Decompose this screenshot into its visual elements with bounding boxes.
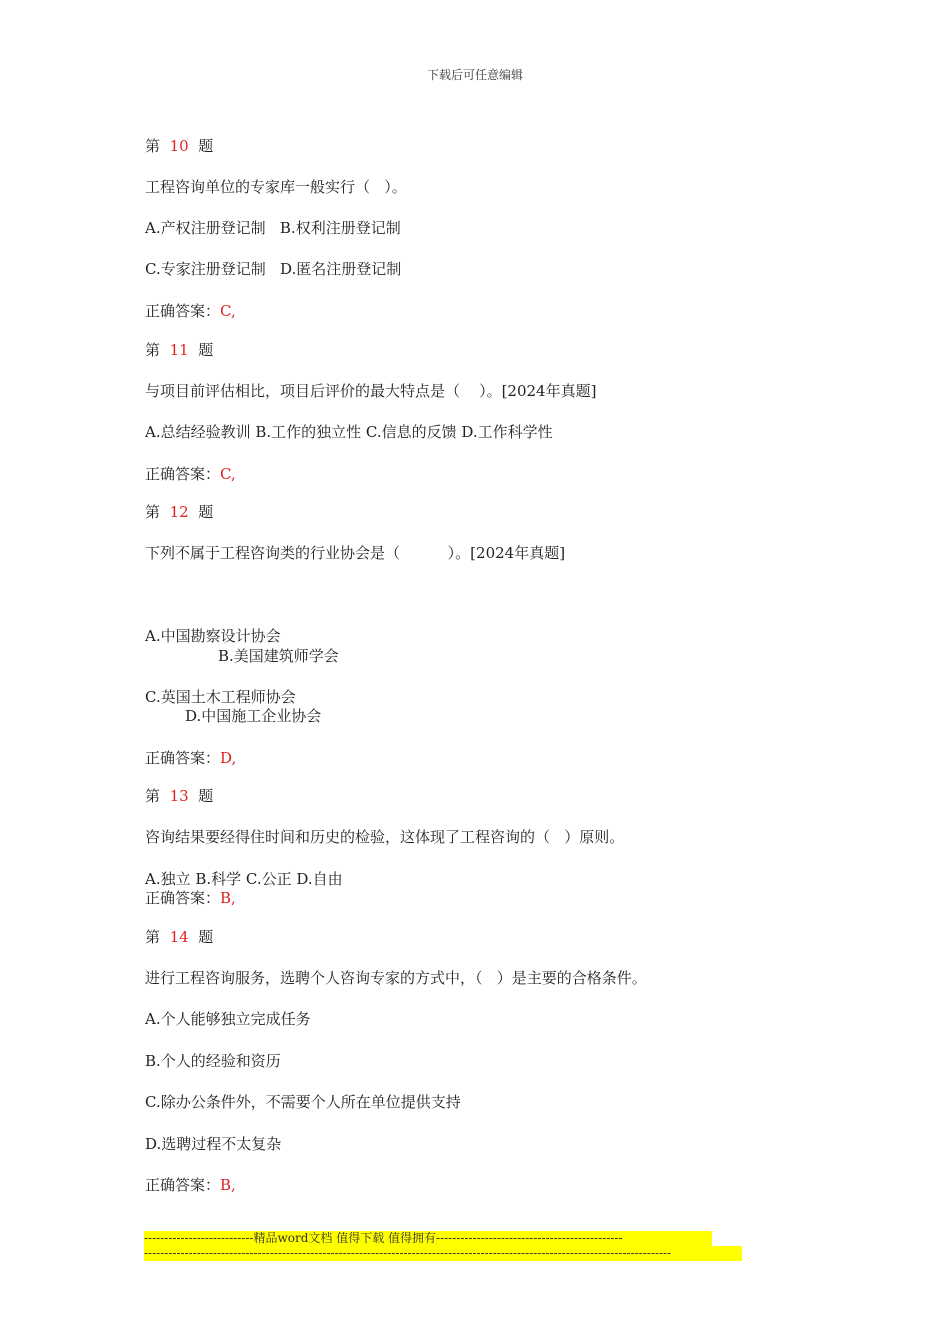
question-stem: 与项目前评估相比，项目后评价的最大特点是（ ）。[2024年真题] xyxy=(145,382,597,400)
question-label-prefix: 第 xyxy=(145,341,161,359)
question-label xyxy=(145,927,213,947)
question-option: B.美国建筑师学会 xyxy=(218,647,339,665)
answer-label: 正确答案： xyxy=(145,889,221,907)
question-number: 14 xyxy=(169,928,189,946)
answer-line xyxy=(145,464,236,484)
page-header: 下载后可任意编辑 xyxy=(426,68,523,82)
question-option: A.总结经验教训 B.工作的独立性 C.信息的反馈 D.工作科学性 xyxy=(145,423,553,441)
question-label-prefix: 第 xyxy=(145,503,161,521)
question-label xyxy=(145,502,213,522)
answer-value: C, xyxy=(220,302,236,320)
question-label xyxy=(145,340,213,360)
question-option: B.个人的经验和资历 xyxy=(145,1052,281,1070)
question-stem: 进行工程咨询服务，选聘个人咨询专家的方式中，（ ）是主要的合格条件。 xyxy=(145,969,647,987)
question-label-prefix: 第 xyxy=(145,137,161,155)
question-label-suffix: 题 xyxy=(198,503,214,521)
question-label xyxy=(145,136,213,156)
answer-label: 正确答案： xyxy=(145,465,221,483)
question-label xyxy=(145,786,213,806)
question-number: 11 xyxy=(169,341,189,359)
question-option: A.中国勘察设计协会 xyxy=(145,627,281,645)
answer-line xyxy=(145,748,236,768)
answer-value: C, xyxy=(220,465,236,483)
answer-label: 正确答案： xyxy=(145,1176,221,1194)
question-option: C.专家注册登记制 D.匿名注册登记制 xyxy=(145,260,402,278)
question-option: A.独立 B.科学 C.公正 D.自由 xyxy=(145,870,343,888)
question-stem: 工程咨询单位的专家库一般实行（ ）。 xyxy=(145,178,407,196)
question-option: D.选聘过程不太复杂 xyxy=(145,1135,282,1153)
question-number: 12 xyxy=(169,503,189,521)
question-option: C.英国土木工程师协会 xyxy=(145,688,296,706)
answer-value: B, xyxy=(220,1176,236,1194)
question-label-prefix: 第 xyxy=(145,787,161,805)
question-option: C.除办公条件外，不需要个人所在单位提供支持 xyxy=(145,1093,461,1111)
footer-banner-line1: ---------------------------精品word文档 值得下载 值得拥有---------------------------------------------- xyxy=(144,1231,712,1246)
answer-line xyxy=(145,888,236,908)
question-label-suffix: 题 xyxy=(198,928,214,946)
answer-label: 正确答案： xyxy=(145,302,221,320)
question-option: D.中国施工企业协会 xyxy=(185,707,322,725)
footer-banner-line2: ---------------------------------------------------------------------------------------------------------------------------------- xyxy=(144,1246,742,1261)
question-stem: 下列不属于工程咨询类的行业协会是（ ）。[2024年真题] xyxy=(145,544,566,562)
question-option: A.产权注册登记制 B.权利注册登记制 xyxy=(145,219,401,237)
answer-value: D, xyxy=(220,749,237,767)
question-label-prefix: 第 xyxy=(145,928,161,946)
question-number: 10 xyxy=(169,137,189,155)
answer-value: B, xyxy=(220,889,236,907)
question-option: A.个人能够独立完成任务 xyxy=(145,1010,311,1028)
question-number: 13 xyxy=(169,787,189,805)
answer-label: 正确答案： xyxy=(145,749,221,767)
question-label-suffix: 题 xyxy=(198,137,214,155)
question-label-suffix: 题 xyxy=(198,341,214,359)
question-label-suffix: 题 xyxy=(198,787,214,805)
answer-line xyxy=(145,1175,236,1195)
answer-line xyxy=(145,301,236,321)
question-stem: 咨询结果要经得住时间和历史的检验，这体现了工程咨询的（ ）原则。 xyxy=(145,828,625,846)
